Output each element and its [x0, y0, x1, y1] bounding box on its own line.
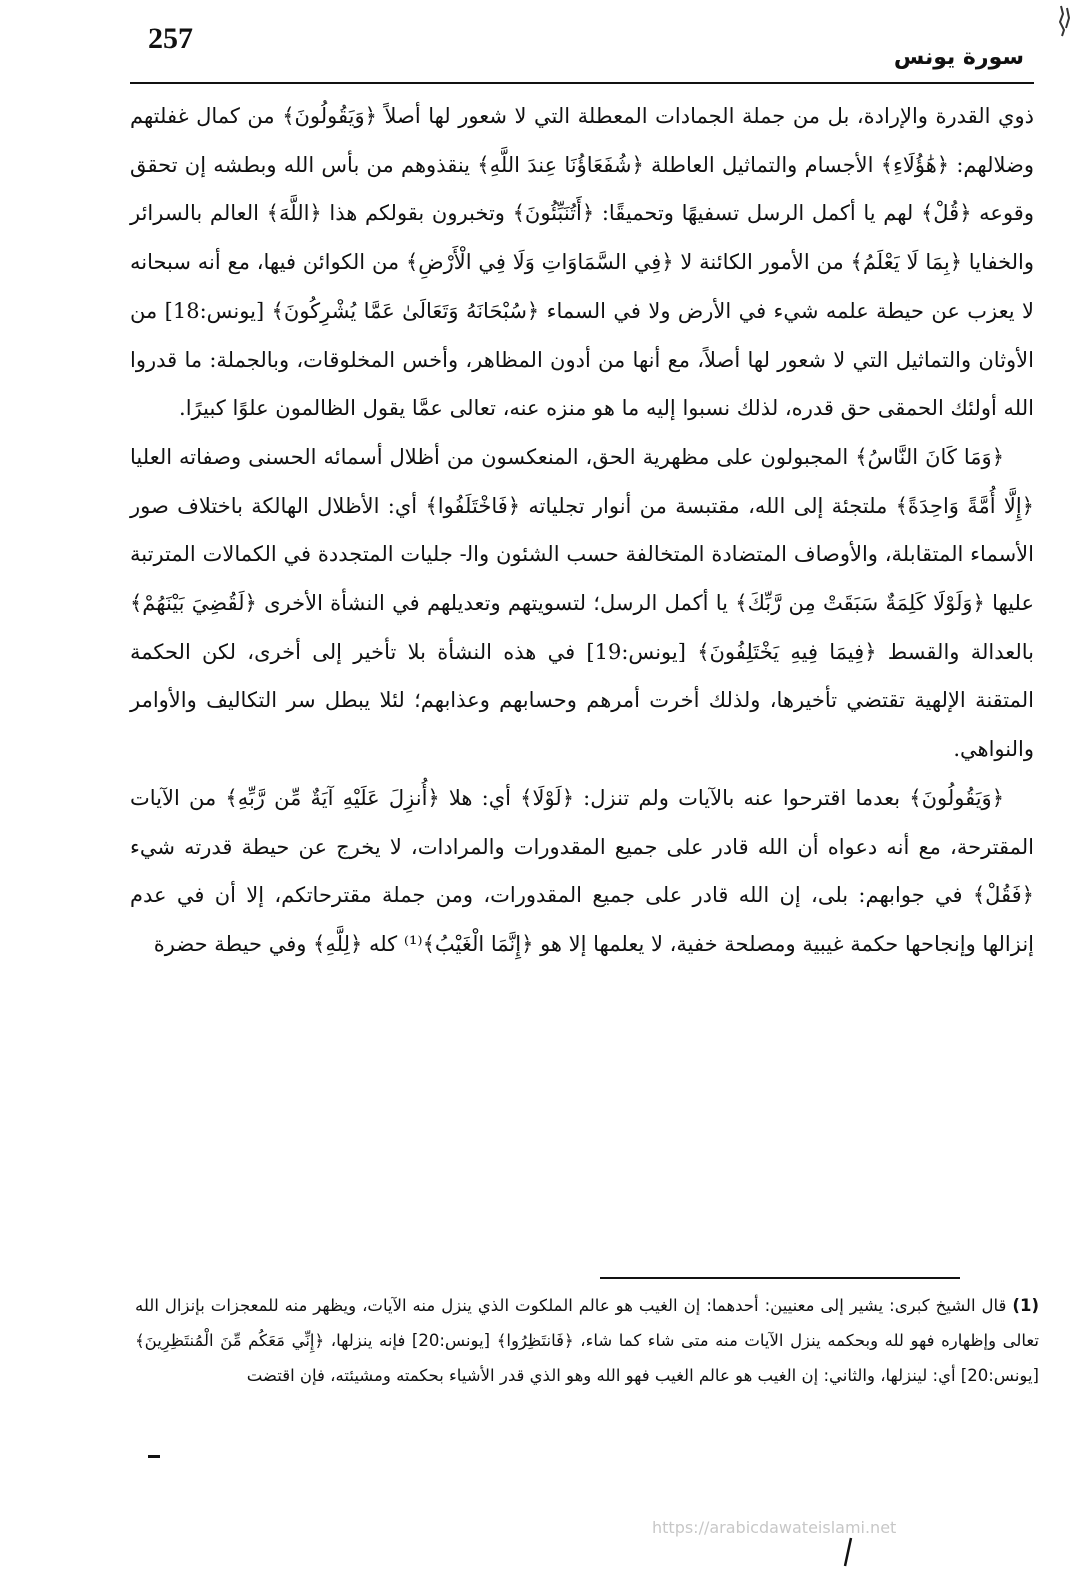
footnotes: [135, 1288, 1039, 1393]
paragraph-1: ذوي القدرة والإرادة، بل من جملة الجمادات المعطلة التي لا شعور لها أصلاً ﴿وَيَقُولُونَ﴾ من كمال غفلتهم وضلالهم: ﴿هَٰؤُلَاءِ﴾ الأجسام والتماثيل العاطلة ﴿شُفَعَاؤُنَا عِندَ اللَّهِ﴾ ينقذوهم من بأس الله وبطشه إن تحقق وقوعه ﴿قُلْ﴾ لهم يا أكمل الرسل تسفيهًا وتحميقًا: ﴿أَتُنَبِّئُونَ﴾ وتخبرون بقولكم هذا ﴿اللَّهَ﴾ العالم بالسرائر والخفايا ﴿بِمَا لَا يَعْلَمُ﴾ من الأمور الكائنة لا ﴿فِي السَّمَاوَاتِ وَلَا فِي الْأَرْضِ﴾ من الكوائن فيها، مع أنه سبحانه لا يعزب عن حيطة علمه شيء في الأرض ولا في السماء ﴿سُبْحَانَهُ وَتَعَالَىٰ عَمَّا يُشْرِكُونَ﴾ [يونس:18] من الأوثان والتماثيل التي لا شعور لها أصلاً، مع أنها من أدون المظاهر، وأخس المخلوقات، وبالجملة: ما قدروا الله أولئك الحمقى حق قدره، لذلك نسبوا إليه ما هو منزه عنه، تعالى عمَّا يقول الظالمون علوًا كبيرًا.: [130, 104, 1034, 421]
pen-stroke-mark: [842, 1536, 854, 1568]
page-number: 257: [148, 22, 193, 55]
paragraph-3: ﴿وَيَقُولُونَ﴾ بعدما اقترحوا عنه بالآيات ولم تنزل: ﴿لَوْلَا﴾ أي: هلا ﴿أُنزِلَ عَلَيْهِ آيَةٌ مِّن رَّبِّهِ﴾ من الآيات المقترحة، مع أنه دعواه أن الله قادر على جميع المقدورات والمرادات، لا يخرج عن حيطة قدرته شيء ﴿فَقُلْ﴾ في جوابهم: بلى، إن الله قادر على جميع المقدورات، ومن جملة مقترحاتكم، إلا أن في عدم إنزالها وإنجاحها حكمة غيبية ومصلحة خفية، لا يعلمها إلا هو ﴿إِنَّمَا الْغَيْبُ﴾⁽¹⁾ كله ﴿لِلَّهِ﴾ وفي حيطة حضرة: [130, 785, 1034, 956]
footnote-rule: [600, 1277, 960, 1279]
main-text: [130, 92, 1034, 969]
surah-title: سورة يونس: [893, 45, 1024, 70]
watermark-url: https://arabicdawateislami.net: [652, 1518, 897, 1537]
footnote-end-dash: [148, 1455, 160, 1458]
footnote-text: قال الشيخ كبرى: يشير إلى معنيين: أحدهما: إن الغيب هو عالم الملكوت الذي ينزل منه الآيات، ويظهر منه للمعجزات بإنزال الله تعالى وإظهاره فهو لله وبحكمه ينزل الآيات منه متى شاء كما شاء، ﴿فَانتَظِرُوا﴾ [يونس:20] فإنه ينزلها، ﴿إِنِّي مَعَكُم مِّنَ الْمُنتَظِرِينَ﴾ [يونس:20] أي: لينزلها، والثاني: إن الغيب هو عالم الغيب فهو الله وهو الذي قدر الأشياء بحكمته ومشيئته، فإن اقتضت: [135, 1296, 1039, 1385]
header-rule: [130, 82, 1034, 84]
paragraph-2: ﴿وَمَا كَانَ النَّاسُ﴾ المجبولون على مظهرية الحق، المنعكسون من أظلال أسمائه الحسنى وصفاته العليا ﴿إِلَّا أُمَّةً وَاحِدَةً﴾ ملتجئة إلى الله، مقتبسة من أنوار تجلياته ﴿فَاخْتَلَفُوا﴾ أي: الأظلال الهالكة باختلاف صور الأسماء المتقابلة، والأوصاف المتضادة المتخالفة حسب الشئون واﻟ- جليات المتجددة في الكمالات المترتبة عليها ﴿وَلَوْلَا كَلِمَةٌ سَبَقَتْ مِن رَّبِّكَ﴾ يا أكمل الرسل؛ لتسويتهم وتعديلهم في النشأة الأخرى ﴿لَقُضِيَ بَيْنَهُمْ﴾ بالعدالة والقسط ﴿فِيمَا فِيهِ يَخْتَلِفُونَ﴾ [يونس:19] في هذه النشأة بلا تأخير إلى أخرى، لكن الحكمة المتقنة الإلهية تقتضي تأخيرها، ولذلك أخرت أمرهم وحسابهم وعذابهم؛ لئلا يبطل سر التكاليف والأوامر والنواهي.: [130, 444, 1034, 762]
scan-smudge-mark: [1057, 4, 1075, 38]
footnote-mark: (1): [1012, 1296, 1039, 1315]
footnote-1: [135, 1288, 1039, 1393]
